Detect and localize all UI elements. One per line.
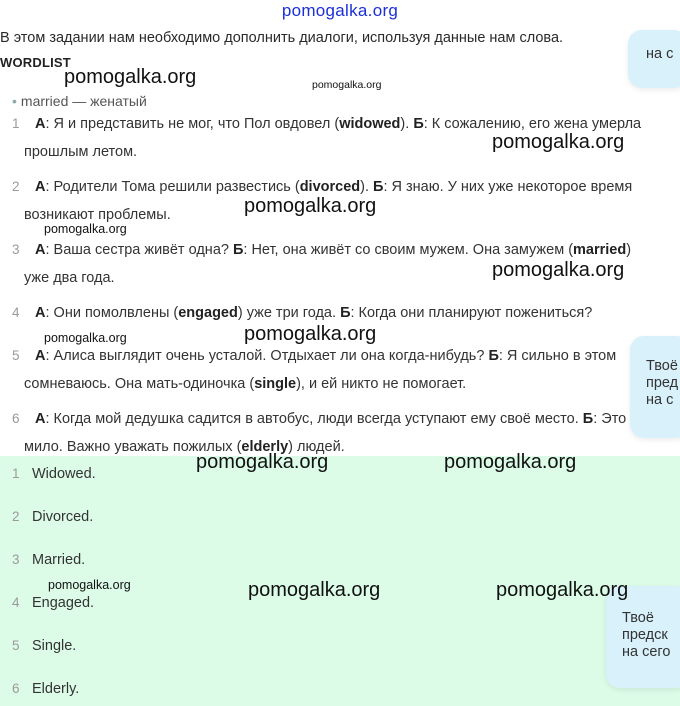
wordlist-title: WORDLIST	[0, 55, 71, 70]
dialogue-text: : Когда они планируют пожениться?	[350, 305, 593, 321]
speaker-b: Б	[582, 411, 594, 427]
answer-word: divorced	[299, 179, 361, 195]
answer-text: Married.	[32, 552, 86, 568]
chat-bubble-middle[interactable]	[630, 336, 680, 438]
speaker-b: Б	[340, 305, 351, 321]
answer-number: 4	[12, 595, 20, 610]
bubble-text: Твоё	[622, 610, 654, 626]
watermark: pomogalka.org	[492, 131, 625, 153]
dialogue-text: ) уже три года.	[237, 305, 341, 321]
dialogue-5	[0, 342, 660, 398]
speaker-a: А	[35, 179, 46, 195]
dialogue-number: 5	[12, 348, 20, 363]
watermark: pomogalka.org	[248, 579, 381, 601]
answer-text: Divorced.	[32, 509, 94, 525]
dialogue-number: 3	[12, 242, 20, 257]
speaker-b: Б	[373, 179, 384, 195]
dialogue-text: : Я сильно в этом сомневаюсь. Она мать-одиночка (	[24, 348, 617, 392]
dialogue-number: 2	[12, 179, 20, 194]
dialogue-text: ) людей.	[288, 439, 345, 455]
wordlist-item	[12, 93, 147, 109]
bubble-text: на с	[646, 46, 674, 62]
bullet-icon: •	[12, 93, 17, 109]
dialogue-text: : Они помолвлены (	[45, 305, 179, 321]
dialogue-number: 4	[12, 305, 20, 320]
answer-number: 3	[12, 552, 20, 567]
answer-number: 2	[12, 509, 20, 524]
dialogue-text: : Я и представить не мог, что Пол овдовел (	[45, 116, 340, 132]
answer-text: Elderly.	[32, 681, 80, 697]
watermark: pomogalka.org	[196, 451, 329, 473]
speaker-a: А	[35, 305, 46, 321]
watermark: pomogalka.org	[496, 579, 629, 601]
dialogue-text: ) уже два года.	[24, 242, 632, 286]
speaker-a: А	[35, 116, 46, 132]
dialogue-number: 1	[12, 116, 20, 131]
answer-text: Engaged.	[32, 595, 95, 611]
watermark: pomogalka.org	[48, 578, 131, 592]
dialogue-text: : Когда мой дедушка садится в автобус, люди всегда уступают ему своё место.	[45, 411, 583, 427]
answer-word: widowed	[339, 116, 401, 132]
bubble-text: предск	[622, 627, 668, 643]
answer-text: Widowed.	[32, 466, 96, 482]
dialogue-text: : Родители Тома решили развестись (	[45, 179, 300, 195]
watermark: pomogalka.org	[312, 79, 382, 91]
watermark: pomogalka.org	[44, 331, 127, 345]
speaker-b: Б	[488, 348, 499, 364]
speaker-a: А	[35, 348, 46, 364]
dialogue-text: : Это мило. Важно уважать пожилых (	[24, 411, 627, 455]
bubble-text: на с	[646, 392, 674, 408]
answer-number: 6	[12, 681, 20, 696]
chat-bubble-top[interactable]	[628, 30, 680, 88]
speaker-b: Б	[232, 242, 244, 258]
watermark: pomogalka.org	[64, 66, 197, 88]
dialogue-text: : Алиса выглядит очень усталой. Отдыхает ли она когда-нибудь?	[45, 348, 489, 364]
dialogue-text: ).	[400, 116, 414, 132]
wordlist-item-text: married — женатый	[20, 93, 147, 109]
dialogue-text: : Нет, она живёт со своим мужем. Она замужем (	[243, 242, 574, 258]
task-intro: В этом задании нам необходимо дополнить диалоги, используя данные нам слова.	[0, 30, 564, 46]
dialogue-text: : Я знаю. У них уже некоторое время возникают проблемы.	[24, 179, 633, 223]
answer-word: married	[573, 242, 627, 258]
speaker-a: А	[35, 411, 46, 427]
watermark: pomogalka.org	[444, 451, 577, 473]
bubble-text: на сего	[622, 644, 671, 660]
answer-text: Single.	[32, 638, 77, 654]
answer-number: 1	[12, 466, 20, 481]
answer-word: single	[254, 376, 297, 392]
dialogue-text: : Ваша сестра живёт одна?	[45, 242, 233, 258]
bubble-text: Твоё	[646, 358, 678, 374]
watermark: pomogalka.org	[244, 323, 377, 345]
answer-word: engaged	[178, 305, 238, 321]
answer-word: elderly	[241, 439, 289, 455]
dialogue-text: ), и ей никто не помогает.	[296, 376, 467, 392]
watermark: pomogalka.org	[244, 195, 377, 217]
bubble-text: пред	[646, 375, 679, 391]
site-logo[interactable]: pomogalka.org	[281, 1, 399, 20]
watermark: pomogalka.org	[44, 222, 127, 236]
dialogue-number: 6	[12, 411, 20, 426]
answer-number: 5	[12, 638, 20, 653]
dialogue-text: ).	[360, 179, 374, 195]
watermark: pomogalka.org	[492, 259, 625, 281]
dialogue-text: : К сожалению, его жена умерла прошлым летом.	[24, 116, 642, 160]
speaker-b: Б	[413, 116, 424, 132]
speaker-a: А	[35, 242, 46, 258]
